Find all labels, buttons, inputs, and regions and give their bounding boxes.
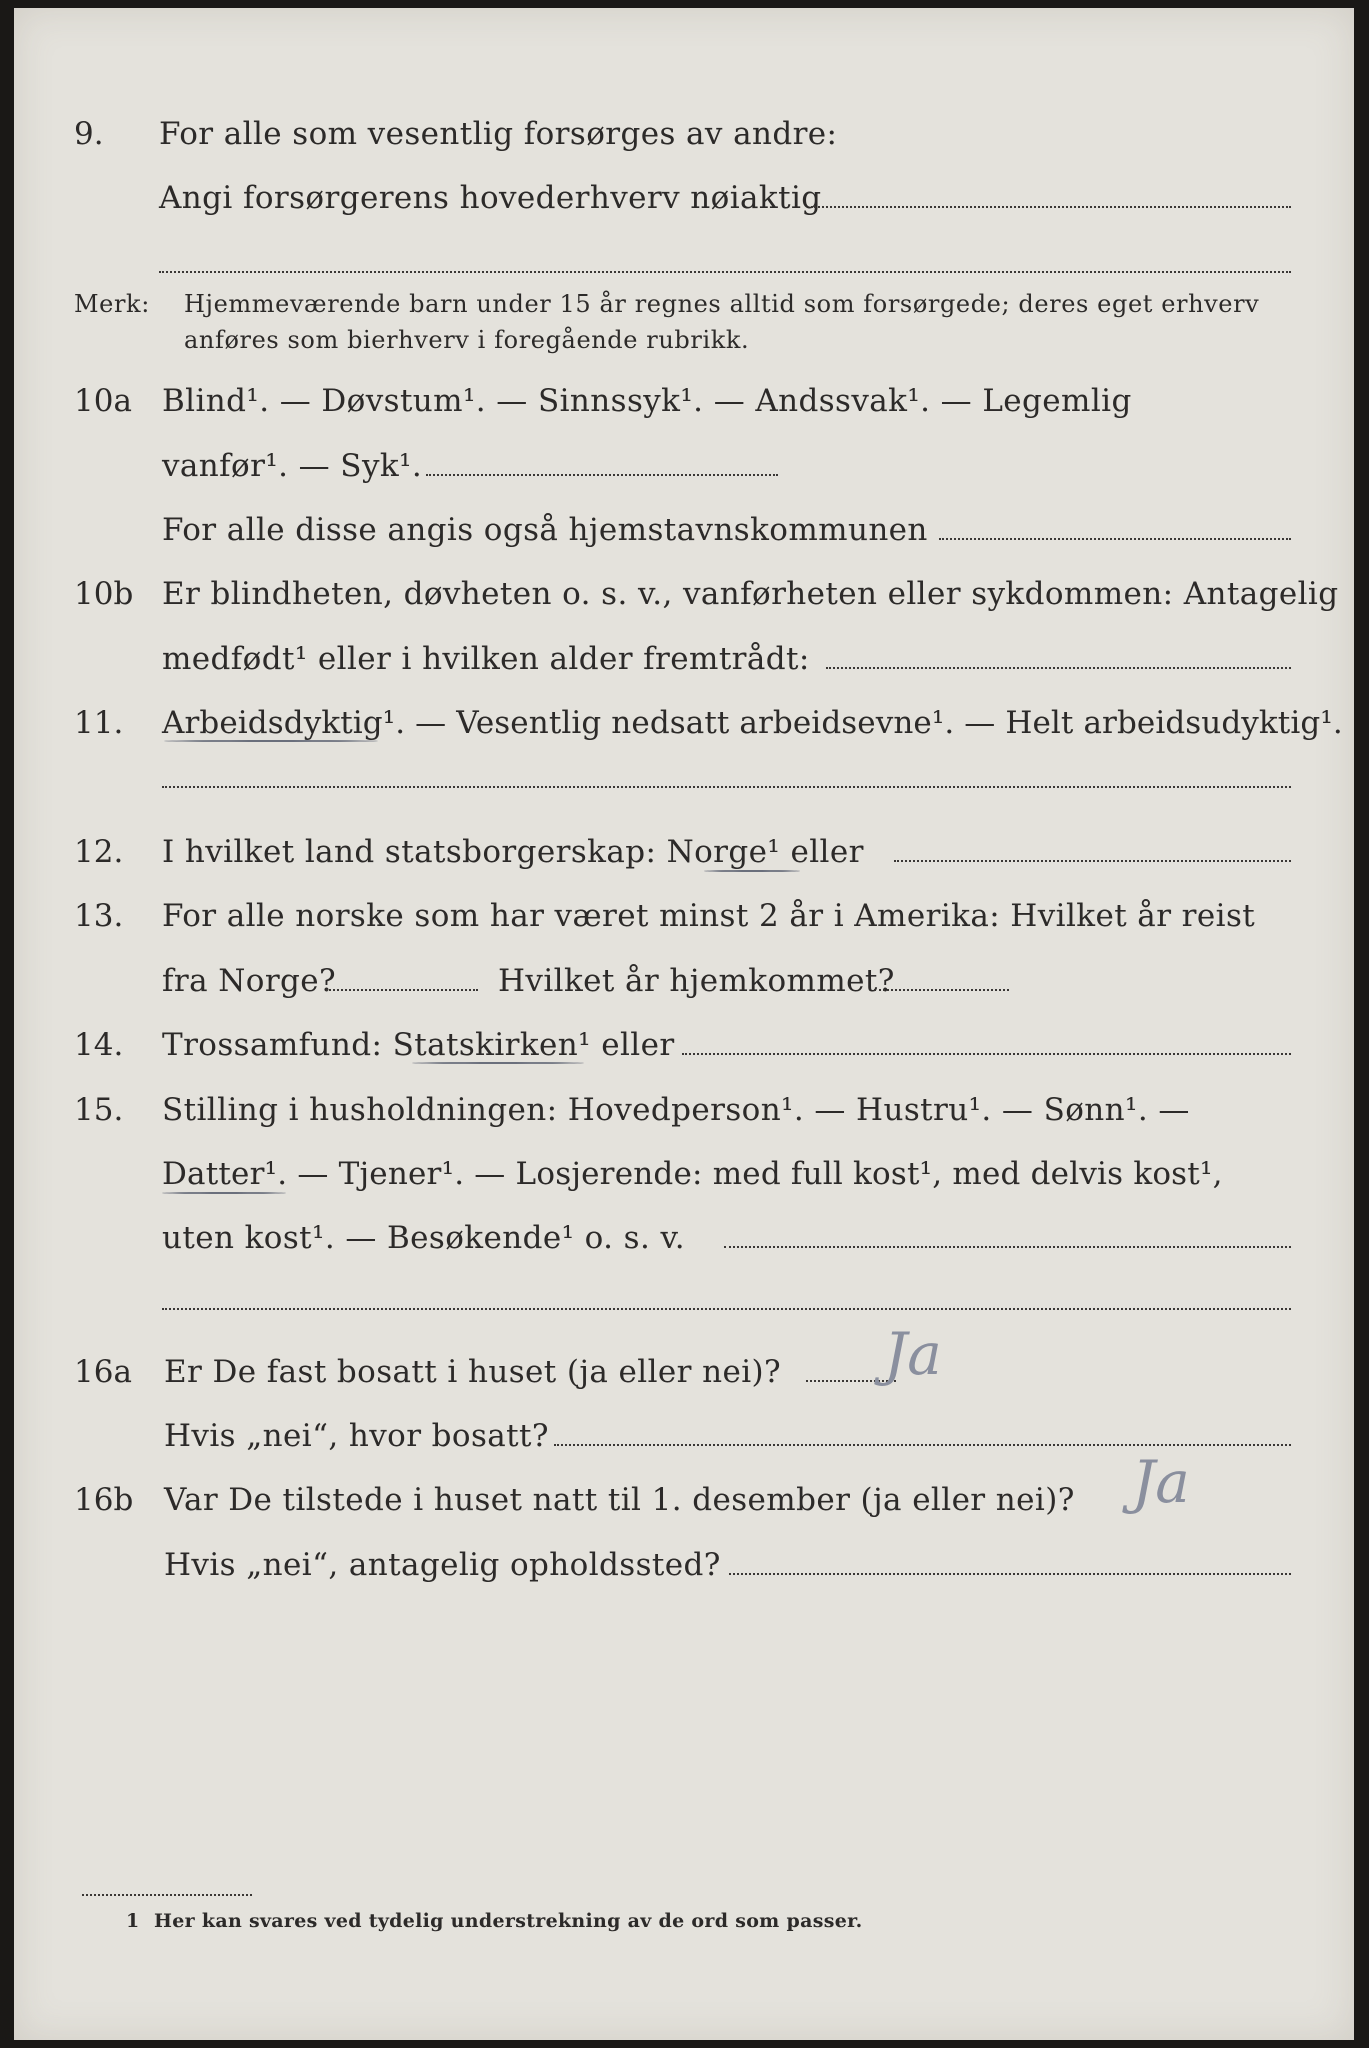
note-label: Merk:	[74, 290, 150, 318]
q13-line2a: fra Norge?	[162, 963, 337, 999]
q9-answer-line[interactable]	[811, 206, 1291, 208]
q9-line2: Angi forsørgerens hovederhverv nøiaktig	[159, 180, 822, 216]
q10b-line1: Er blindheten, døvheten o. s. v., vanførheten eller sykdommen: Antagelig	[162, 576, 1339, 612]
footnote-text: Her kan svares ved tydelig understrekning av de ord som passer.	[154, 1910, 863, 1932]
q10b-answer-line[interactable]	[826, 667, 1291, 669]
q9-answer-line-2[interactable]	[159, 271, 1291, 273]
q10a-line3: For alle disse angis også hjemstavnskommunen	[162, 512, 928, 548]
q16b-location-line[interactable]	[729, 1573, 1291, 1575]
q15-line3: uten kost¹. — Besøkende¹ o. s. v.	[162, 1220, 685, 1256]
q16a-line2: Hvis „nei“, hvor bosatt?	[164, 1418, 549, 1454]
note-line1: Hjemmeværende barn under 15 år regnes alltid som forsørgede; deres eget erhverv	[184, 290, 1260, 318]
footnote-mark: 1	[126, 1910, 140, 1932]
q15-line2: Datter¹. — Tjener¹. — Losjerende: med full kost¹, med delvis kost¹,	[162, 1156, 1223, 1192]
q16b-line1: Var De tilstede i huset natt til 1. desember (ja eller nei)?	[164, 1482, 1075, 1518]
q16b-handwritten-answer: Ja	[1132, 1448, 1190, 1516]
q15-answer-line-2[interactable]	[162, 1308, 1291, 1310]
q15-number: 15.	[74, 1092, 124, 1128]
q12-number: 12.	[74, 834, 124, 870]
q10a-line1: Blind¹. — Døvstum¹. — Sinnssyk¹. — Andssvak¹. — Legemlig	[162, 383, 1132, 419]
q10a-number: 10a	[74, 383, 132, 419]
q10a-hometown-line[interactable]	[939, 538, 1291, 540]
q15-answer-line[interactable]	[724, 1246, 1291, 1248]
q15-line1: Stilling i husholdningen: Hovedperson¹. — Hustru¹. — Sønn¹. —	[162, 1092, 1190, 1128]
q16a-number: 16a	[74, 1354, 132, 1390]
q11-handwritten-underline	[164, 740, 378, 742]
q16a-handwritten-answer: Ja	[884, 1320, 942, 1388]
q14-number: 14.	[74, 1027, 124, 1063]
q12-handwritten-underline	[704, 870, 800, 872]
q11-line1: Arbeidsdyktig¹. — Vesentlig nedsatt arbeidsevne¹. — Helt arbeidsudyktig¹.	[162, 705, 1343, 741]
q10a-line2: vanfør¹. — Syk¹.	[162, 448, 423, 484]
q15-handwritten-underline	[162, 1192, 286, 1194]
q9-number: 9.	[74, 116, 104, 152]
q13-line1: For alle norske som har været minst 2 år i Amerika: Hvilket år reist	[162, 898, 1256, 934]
q12-answer-line[interactable]	[894, 860, 1291, 862]
footnote-rule	[82, 1894, 252, 1896]
q13-number: 13.	[74, 898, 124, 934]
q16a-residence-line[interactable]	[554, 1444, 1291, 1446]
q16a-answer-line[interactable]	[806, 1380, 896, 1382]
q13-year-left-line[interactable]	[326, 989, 478, 991]
q10a-answer-line[interactable]	[426, 474, 778, 476]
q12-line1: I hvilket land statsborgerskap: Norge¹ eller	[162, 834, 864, 870]
census-form-page	[14, 8, 1354, 2040]
q14-line1: Trossamfund: Statskirken¹ eller	[162, 1027, 675, 1063]
note-line2: anføres som bierhverv i foregående rubrikk.	[184, 326, 750, 354]
q16a-line1: Er De fast bosatt i huset (ja eller nei)?	[164, 1354, 782, 1390]
q10b-number: 10b	[74, 576, 134, 612]
q10b-line2: medfødt¹ eller i hvilken alder fremtrådt:	[162, 641, 810, 677]
q16b-number: 16b	[74, 1482, 134, 1518]
q14-handwritten-underline	[412, 1062, 584, 1064]
q9-line1: For alle som vesentlig forsørges av andre:	[159, 116, 838, 152]
q16b-line2: Hvis „nei“, antagelig opholdssted?	[164, 1547, 721, 1583]
q13-year-returned-line[interactable]	[874, 989, 1009, 991]
q13-line2b: Hvilket år hjemkommet?	[498, 963, 895, 999]
q11-number: 11.	[74, 705, 124, 741]
q14-answer-line[interactable]	[682, 1053, 1291, 1055]
q11-answer-line[interactable]	[162, 786, 1291, 788]
